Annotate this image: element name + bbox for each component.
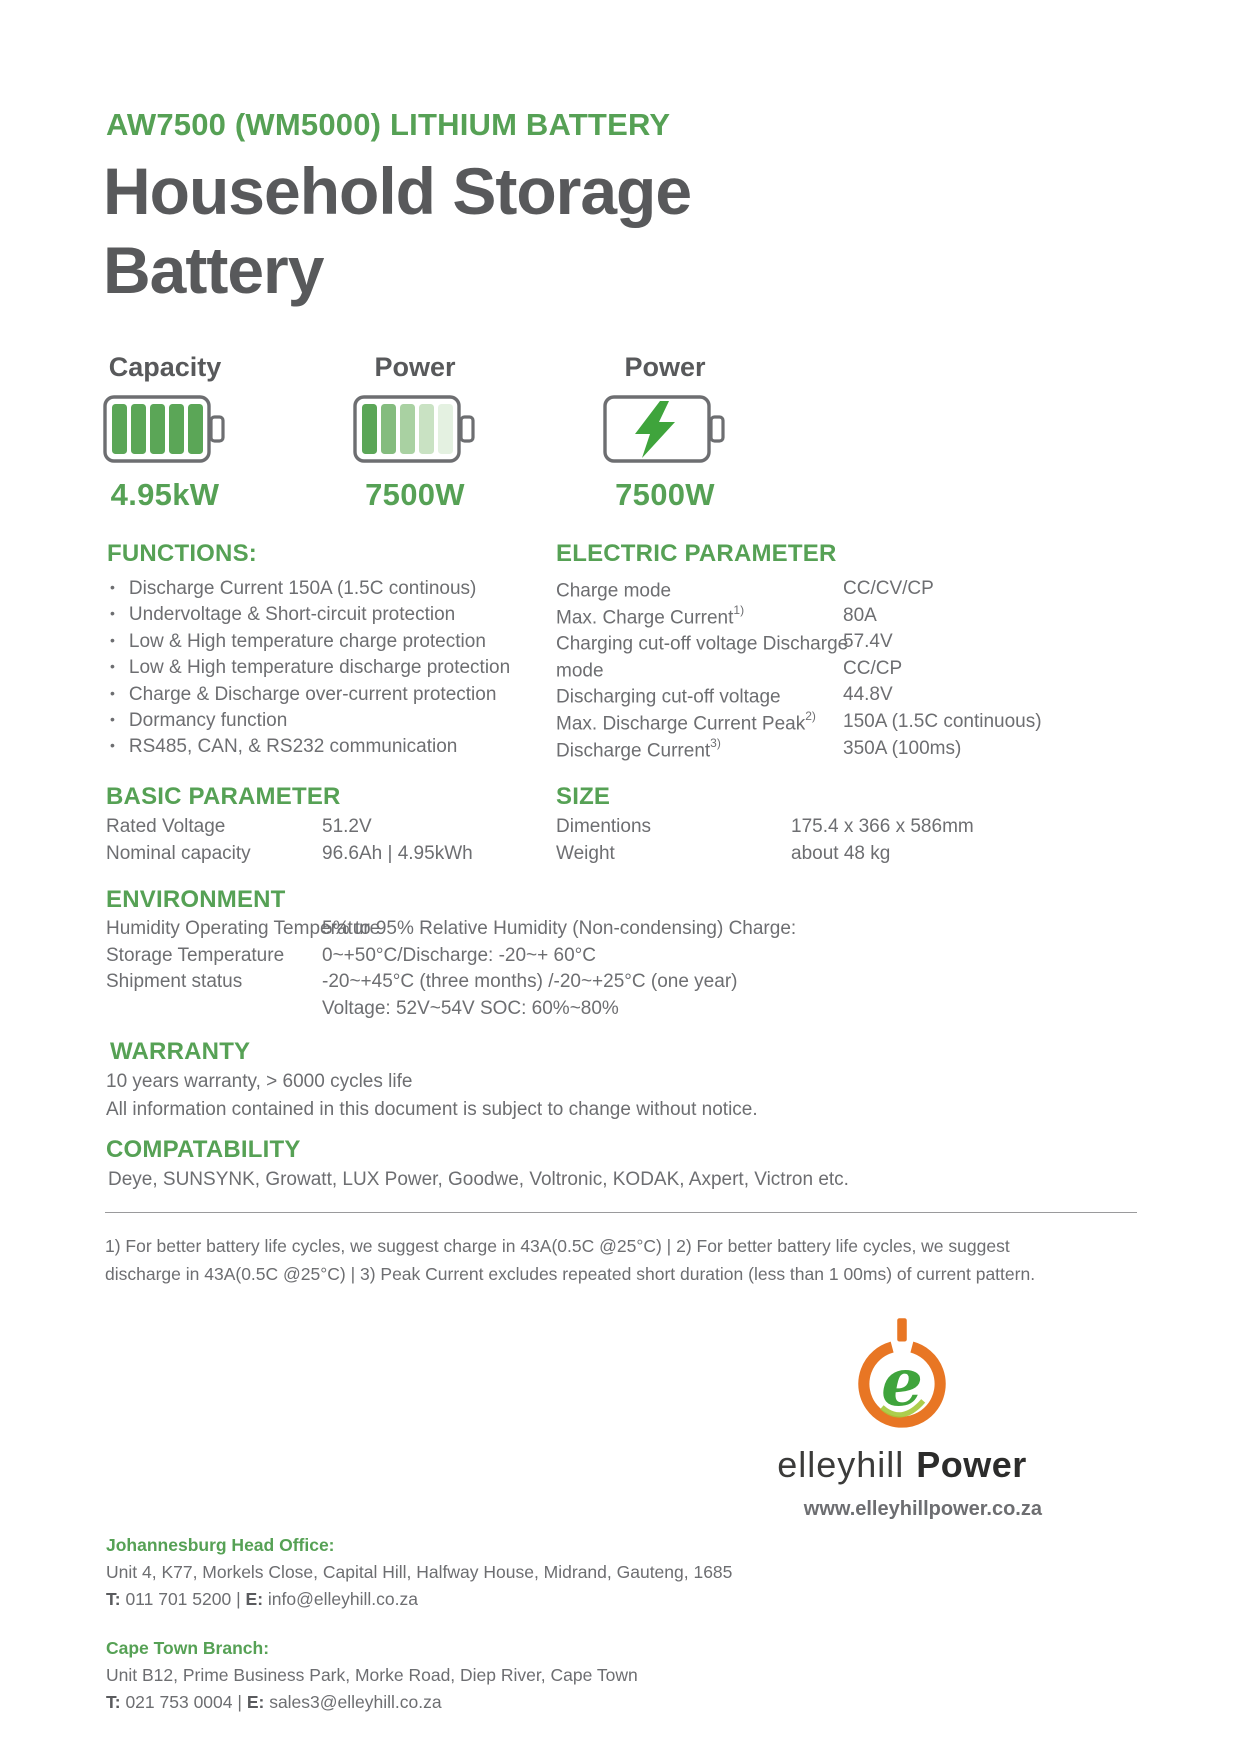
warranty-heading: WARRANTY [110, 1038, 251, 1065]
battery-full-icon [103, 395, 227, 463]
environment-heading: ENVIRONMENT [106, 886, 286, 913]
brand-name-regular: elleyhill [777, 1444, 905, 1485]
cape-town-branch-heading: Cape Town Branch: [106, 1638, 270, 1658]
param-value: 57.4V [843, 631, 893, 653]
function-item-text: Discharge Current 150A (1.5C continous) [128, 578, 477, 599]
param-value: 0~+50°C/Discharge: -20~+ 60°C [322, 944, 596, 966]
param-value: about 48 kg [791, 842, 891, 864]
separator: | [236, 1589, 241, 1609]
list-item [110, 578, 510, 604]
email-label: E: [246, 1692, 265, 1712]
highlight-power-continuous [353, 352, 477, 513]
horizontal-divider [105, 1212, 1137, 1213]
param-label: Weight [556, 842, 615, 864]
param-label: Rated Voltage [106, 816, 226, 837]
functions-list [110, 578, 510, 763]
battery-fading-icon [353, 395, 477, 463]
bullet-icon: • [110, 737, 115, 754]
highlight-power-peak [603, 352, 727, 513]
email-label: E: [245, 1589, 264, 1609]
phone-number: 011 701 5200 [125, 1589, 232, 1609]
param-label: Max. Discharge Current Peak$^{2)}$ [556, 708, 816, 735]
param-label: Charging cut-off voltage Discharge [556, 633, 849, 655]
footnote-line: 1) For better battery life cycles, we suggest charge in 43A(0.5C @25°C) | 2) For better battery life cycles, we suggest [105, 1236, 1010, 1256]
list-item [110, 604, 510, 630]
functions-heading: FUNCTIONS: [107, 540, 257, 567]
power-value: 7500W [365, 477, 465, 512]
param-value: CC/CP [843, 657, 903, 679]
list-item [110, 631, 510, 657]
param-value: 44.8V [843, 684, 893, 706]
johannesburg-office-heading: Johannesburg Head Office: [106, 1535, 335, 1555]
function-item-text: RS485, CAN, & RS232 communication [128, 736, 458, 758]
param-label: Shipment status [106, 971, 243, 993]
power-button-logo-icon [849, 1318, 955, 1434]
footer-offices [106, 1532, 732, 1716]
param-label: Humidity Operating Temperature [106, 918, 381, 939]
param-value: 175.4 x 366 x 586mm [791, 816, 974, 837]
warranty-line: 10 years warranty, > 6000 cycles life [106, 1071, 413, 1092]
param-label: Charge mode [556, 580, 672, 602]
bullet-icon: • [110, 579, 115, 595]
function-item-text: Charge & Discharge over-current protection [128, 683, 497, 705]
compatability-heading: COMPATABILITY [106, 1136, 301, 1163]
bullet-icon: • [110, 631, 115, 648]
warranty-text [106, 1068, 758, 1124]
warranty-line: All information contained in this document is subject to change without notice. [106, 1099, 758, 1120]
param-value: -20~+45°C (three months) /-20~+25°C (one year) [322, 971, 738, 993]
johannesburg-office-contact [106, 1586, 732, 1613]
function-item-text: Dormancy function [128, 709, 288, 731]
footnote-line: discharge in 43A(0.5C @25°C) | 3) Peak Current excludes repeated short duration (less than 1 00ms) of current pattern. [105, 1263, 1036, 1284]
param-value: Voltage: 52V~54V SOC: 60%~80% [322, 997, 619, 1019]
phone-label: T: [106, 1692, 121, 1712]
basic-parameter-heading: BASIC PARAMETER [106, 783, 341, 810]
highlight-capacity [103, 352, 227, 513]
battery-bolt-icon [603, 395, 727, 463]
product-model-eyebrow: AW7500 (WM5000) LITHIUM BATTERY [106, 107, 671, 142]
list-item [110, 684, 510, 710]
johannesburg-office-address: Unit 4, K77, Morkels Close, Capital Hill, Halfway House, Midrand, Gauteng, 1685 [106, 1562, 733, 1582]
bullet-icon: • [110, 658, 115, 675]
highlight-power-label: Power [374, 352, 456, 382]
page-title-line2: Battery [103, 233, 324, 307]
bullet-icon: • [110, 684, 115, 701]
size-heading: SIZE [556, 783, 611, 810]
param-label: Discharging cut-off voltage [556, 686, 781, 708]
highlight-capacity-label: Capacity [108, 352, 222, 382]
separator: | [237, 1692, 242, 1712]
highlight-power-peak-label: Power [624, 352, 706, 382]
list-item [110, 736, 510, 762]
cape-town-branch-contact [106, 1689, 732, 1716]
compatability-text: Deye, SUNSYNK, Growatt, LUX Power, Goodwe, Voltronic, KODAK, Axpert, Victron etc. [108, 1169, 849, 1190]
list-item [110, 657, 510, 683]
email-address[interactable]: info@elleyhill.co.za [267, 1589, 418, 1609]
function-item-text: Low & High temperature charge protection [128, 630, 486, 652]
param-value: 350A (100ms) [843, 737, 962, 759]
brand-name-bold: Power [916, 1444, 1027, 1485]
param-value: 150A (1.5C continuous) [843, 710, 1042, 732]
svg-text:e: e [881, 1344, 923, 1422]
param-value: 5% to 95% Relative Humidity (Non-condensing) Charge: [322, 918, 797, 939]
param-label: Max. Charge Current$^{1)}$ [556, 602, 745, 628]
bullet-icon: • [110, 605, 115, 622]
param-label: mode [556, 660, 604, 682]
phone-number: 021 753 0004 [125, 1692, 233, 1712]
function-item-text: Undervoltage & Short-circuit protection [128, 604, 456, 626]
list-item [110, 710, 510, 736]
cape-town-branch-address: Unit B12, Prime Business Park, Morke Road, Diep River, Cape Town [106, 1665, 638, 1685]
function-item-text: Low & High temperature discharge protection [128, 657, 511, 679]
param-label: Nominal capacity [106, 842, 251, 864]
electric-parameter-heading: ELECTRIC PARAMETER [556, 540, 837, 567]
email-address[interactable]: sales3@elleyhill.co.za [269, 1692, 442, 1712]
brand-wordmark [762, 1444, 1042, 1486]
phone-label: T: [106, 1589, 121, 1609]
footnotes [105, 1233, 1155, 1288]
spacer [106, 1613, 732, 1635]
param-value: CC/CV/CP [843, 578, 934, 599]
param-value: 51.2V [322, 816, 372, 837]
brand-block [762, 1318, 1042, 1521]
param-label: Discharge Current$^{3)}$ [556, 735, 721, 761]
power-peak-value: 7500W [615, 477, 715, 512]
param-value: 96.6Ah | 4.95kWh [322, 842, 473, 864]
param-label: Dimentions [556, 816, 652, 837]
brand-website-url[interactable]: www.elleyhillpower.co.za [803, 1498, 1042, 1520]
param-value: 80A [843, 604, 877, 626]
capacity-value: 4.95kW [110, 477, 220, 512]
bullet-icon: • [110, 710, 115, 727]
page-title-line1: Household Storage [103, 154, 692, 228]
param-label: Storage Temperature [106, 944, 285, 966]
